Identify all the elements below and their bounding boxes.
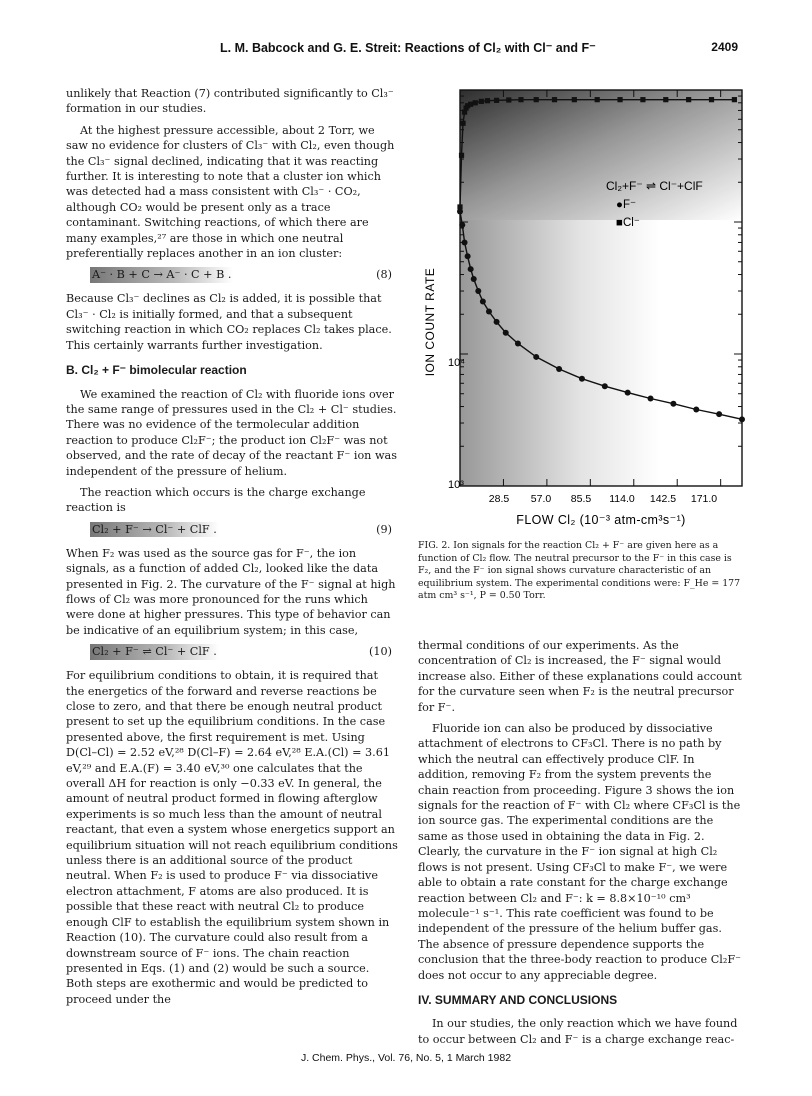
data-point-f-ion — [515, 341, 521, 347]
y-axis-label: ION COUNT RATE — [423, 267, 437, 377]
data-point-cl-ion — [534, 97, 539, 102]
data-point-f-ion — [475, 288, 481, 294]
data-point-f-ion — [503, 330, 509, 336]
equation-number: (8) — [376, 268, 392, 282]
data-point-f-ion — [648, 396, 654, 402]
paragraph: thermal conditions of our experiments. As the concentration of Cl₂ is increased, the F⁻ signal would increase also. Either of these explanations could account for the curvature seen when F₂ is the neutral precursor for F⁻. — [418, 639, 742, 714]
paragraph: For equilibrium conditions to obtain, it is required that the energetics of the forward and reverse reactions be close to zero, and that there be enough neutral product present to set up the equilibrium conditions. In the case presented above, the first requirement is met. Using D(Cl–Cl) = 2.52 eV,²⁸ D(Cl–F) = 2.64 eV,²⁸ E.A.(Cl) = 3.61 eV,²⁹ and E.A.(F) = 3.40 eV,³⁰ one calculates that the overall ΔH for reaction is only −0.33 eV. In general, the amount of neutral product formed in flowing afterglow experiments is so much less than the amount of neutral reactant, that even a system whose energetics support an equilibrium situation will not reach equilibrium conditions unless there is an additional source of the product neutral. When F₂ is used to produce F⁻ via dissociative electron attachment, F atoms are also produced. It is possible that these react with neutral Cl₂ to produce enough ClF to establish the equilibrium system shown in Reaction (10). The curvature could also result from a downstream source of F⁻ ions. The chain reaction presented in Eqs. (1) and (2) would be such a source. Both steps are exothermic and would be predicted to proceed under the — [66, 669, 398, 1006]
photo-shading-lower — [460, 220, 660, 486]
photo-shading-lift — [460, 90, 742, 220]
data-point-f-ion — [533, 354, 539, 360]
x-tick-label: 171.0 — [690, 493, 718, 505]
x-tick-label: 85.5 — [570, 493, 592, 505]
x-tick-label: 57.0 — [530, 493, 552, 505]
data-point-cl-ion — [709, 97, 714, 102]
data-point-cl-ion — [663, 97, 668, 102]
equation-10 — [66, 644, 398, 660]
paragraph: In our studies, the only reaction which we have found to occur between Cl₂ and F⁻ is a charge exchange reac- — [418, 1017, 738, 1046]
data-point-f-ion — [462, 239, 468, 245]
y-tick-label-1e3: 10³ — [448, 479, 464, 491]
equation-number: (9) — [376, 522, 392, 536]
paragraph: unlikely that Reaction (7) contributed significantly to Cl₃⁻ formation in our studies. — [66, 87, 394, 116]
paragraph: Fluoride ion can also be produced by dissociative attachment of electrons to CF₃Cl. There is no path by which the neutral can effectively produce ClF. In addition, removing F₂ from the system prevents the chain reaction from proceeding. Figure 3 shows the ion signals for the reaction of F⁻ with Cl₂ where CF₃Cl is the ion source gas. The experimental conditions are the same as those used in obtaining the data in Fig. 2. Clearly, the curvature in the F⁻ ion signal at high Cl₂ flows is not present. Using CF₃Cl to make F⁻, we were able to obtain a rate constant for the charge exchange reaction between Cl₂ and F⁻: k = 8.8×10⁻¹⁰ cm³ molecule⁻¹ s⁻¹. This rate coefficient was found to be independent of the pressure of the helium buffer gas. The absence of pressure dependence supports the conclusion that the three-body reaction to produce Cl₂F⁻ does not occur to any appreciable degree. — [418, 722, 741, 982]
data-point-cl-ion — [460, 121, 465, 126]
data-point-cl-ion — [640, 97, 645, 102]
data-point-cl-ion — [732, 97, 737, 102]
x-tick-label: 142.5 — [649, 493, 677, 505]
data-point-f-ion — [468, 266, 474, 272]
data-point-f-ion — [579, 376, 585, 382]
data-point-cl-ion — [617, 97, 622, 102]
equation-body: Cl₂ + F⁻ ⇌ Cl⁻ + ClF . — [92, 645, 217, 659]
data-point-cl-ion — [494, 98, 499, 103]
ion-signal-chart — [418, 84, 748, 534]
data-point-cl-ion — [595, 97, 600, 102]
running-header — [70, 40, 738, 60]
y-tick-label-1e4: 10⁴ — [448, 357, 465, 369]
x-tick-label: 114.0 — [609, 493, 635, 505]
figure-caption: FIG. 2. Ion signals for the reaction Cl₂ + F⁻ are given here as a function of Cl₂ flow. The neutral precursor to the F⁻ in this case is F₂, and the F⁻ ion signal shows curvature characteristic of an equilibrium system. The experimental conditions were: F_He = 177 atm cm³ s⁻¹, P = 0.50 Torr. — [418, 540, 741, 602]
data-point-cl-ion — [473, 100, 478, 105]
data-point-cl-ion — [518, 97, 523, 102]
data-point-f-ion — [739, 416, 745, 422]
equation-body: Cl₂ + F⁻ → Cl⁻ + ClF . — [92, 522, 217, 536]
data-point-f-ion — [494, 319, 500, 325]
right-column — [418, 638, 744, 1053]
paragraph: The reaction which occurs is the charge exchange reaction is — [66, 485, 366, 515]
legend-f-ion: ●F⁻ — [616, 199, 637, 211]
data-point-f-ion — [486, 308, 492, 314]
paragraph: When F₂ was used as the source gas for F⁻, the ion signals, as a function of added Cl₂, looked like the data presented in Fig. 2. The curvature of the F⁻ signal at high flows of Cl₂ was more pronounced for the runs which were done at higher pressures. This type of behavior can be indicative of an equilibrium system; in this case, — [66, 546, 396, 637]
legend-cl-ion: ■Cl⁻ — [616, 217, 640, 229]
data-point-f-ion — [625, 390, 631, 396]
data-point-f-ion — [670, 401, 676, 407]
data-point-cl-ion — [572, 97, 577, 102]
equation-9 — [66, 522, 398, 538]
data-point-f-ion — [693, 406, 699, 412]
paragraph: At the highest pressure accessible, about 2 Torr, we saw no evidence for clusters of Cl₃⁻ with Cl₂, even though the Cl₃⁻ signal declined, indicating that it was reacting further. It is interesting to note that a cluster ion which was detected had a mass consistent with Cl₃⁻ · CO₂, although CO₂ would be present only as a trace contaminant. Switching reactions, of which there are many examples,²⁷ are those in which one neutral preferentially replaces another in an ion cluster: — [66, 123, 395, 261]
equation-body: A⁻ · B + C → A⁻ · C + B . — [92, 268, 232, 282]
figure-2 — [418, 84, 748, 534]
page-number: 2409 — [711, 40, 738, 54]
paragraph: We examined the reaction of Cl₂ with fluoride ions over the same range of pressures used in the Cl₂ + Cl⁻ studies. There was no evidence of the termolecular addition reaction to produce Cl₂F⁻; the product ion Cl₂F⁻ was not observed, and the rate of decay of the reactant F⁻ ion was independent of the pressure of helium. — [66, 387, 397, 478]
x-tick-label: 28.5 — [488, 493, 510, 505]
data-point-f-ion — [602, 383, 608, 389]
section-heading-b: B. Cl₂ + F⁻ bimolecular reaction — [66, 363, 247, 378]
paragraph: Because Cl₃⁻ declines as Cl₂ is added, it is possible that Cl₃⁻ · Cl₂ is initially formed, and that a subsequent switching reaction in which CO₂ replaces Cl₂ takes place. This certainly warrants further investigation. — [66, 292, 392, 352]
data-point-cl-ion — [552, 97, 557, 102]
running-title: L. M. Babcock and G. E. Streit: Reactions of Cl₂ with Cl⁻ and F⁻ — [220, 41, 596, 55]
data-point-cl-ion — [479, 99, 484, 104]
data-point-cl-ion — [686, 97, 691, 102]
data-point-f-ion — [556, 366, 562, 372]
data-point-f-ion — [480, 298, 486, 304]
data-point-f-ion — [471, 276, 477, 282]
x-axis-label: FLOW Cl₂ (10⁻³ atm-cm³s⁻¹) — [516, 513, 686, 527]
data-point-f-ion — [716, 411, 722, 417]
data-point-cl-ion — [506, 97, 511, 102]
data-point-cl-ion — [457, 204, 462, 209]
legend-reaction: Cl₂+F⁻ ⇌ Cl⁻+ClF — [606, 179, 703, 193]
data-point-cl-ion — [485, 98, 490, 103]
journal-footer: J. Chem. Phys., Vol. 76, No. 5, 1 March 1982 — [300, 1052, 512, 1064]
data-point-f-ion — [459, 222, 465, 228]
section-heading-iv: IV. SUMMARY AND CONCLUSIONS — [418, 992, 618, 1007]
data-point-cl-ion — [459, 153, 464, 158]
data-point-cl-ion — [468, 102, 473, 107]
equation-number: (10) — [369, 645, 392, 659]
data-point-f-ion — [465, 253, 471, 259]
left-column — [66, 86, 398, 1013]
equation-8 — [66, 267, 398, 283]
